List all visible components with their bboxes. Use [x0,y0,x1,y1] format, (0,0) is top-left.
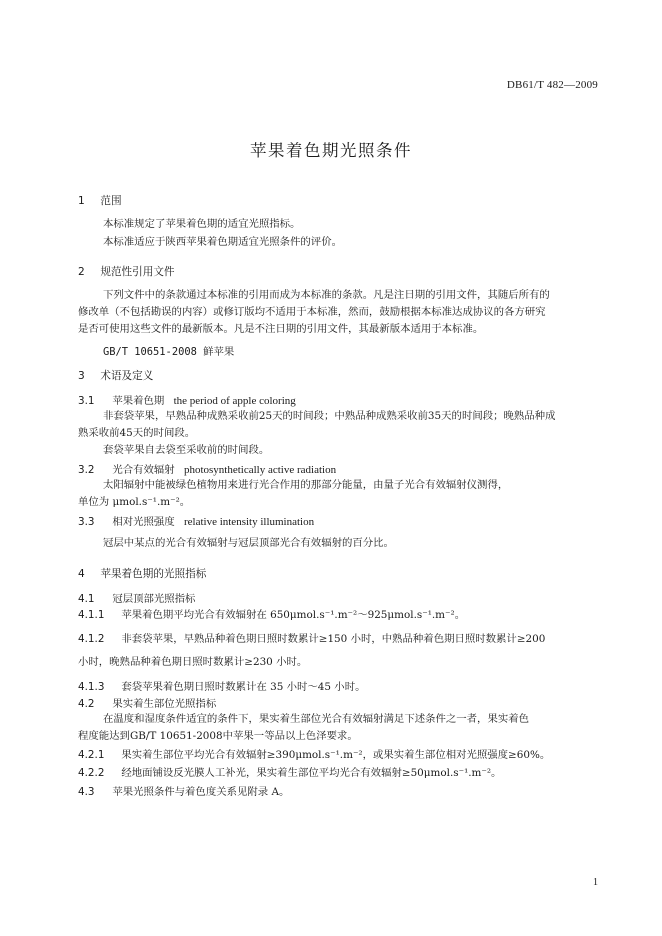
clause-number: 4.3 [78,786,95,798]
subsection-number: 4.2 [78,698,95,710]
term-3-3-heading [78,513,314,528]
clause-4-2-1 [78,746,550,761]
standard-code: DB61/T 482—2009 [506,79,598,91]
section-4-heading [78,566,206,581]
document-title: 苹果着色期光照条件 [250,141,412,160]
term-name: 光合有效辐射 [112,464,175,476]
clause-number: 4.1.2 [78,633,105,645]
normative-reference: GB/T 10651-2008 鲜苹果 [103,346,235,358]
paragraph-line: 套袋苹果自去袋至采收前的时间段。 [103,444,270,456]
clause-text: 苹果光照条件与着色度关系见附录 A。 [112,786,290,798]
clause-4-1-3 [78,678,365,693]
section-1-heading [78,193,122,208]
section-number: 1 [78,195,85,207]
clause-text: 套袋苹果着色期日照时数累计在 35 小时～45 小时。 [121,681,366,693]
paragraph-line: 单位为 μmol.s⁻¹.m⁻²。 [78,496,191,508]
clause-4-3 [78,783,289,798]
subsection-4-2-heading [78,695,216,710]
paragraph-line: 是否可使用这些文件的最新版本。凡是不注日期的引用文件，其最新版本适用于本标准。 [78,323,484,335]
term-name: 相对光照强度 [112,516,175,528]
section-3-heading [78,368,153,383]
section-title: 苹果着色期的光照指标 [100,568,207,580]
paragraph-line: 太阳辐射中能被绿色植物用来进行光合作用的那部分能量，由量子光合有效辐射仪测得， [103,479,509,491]
subsection-title: 冠层顶部光照指标 [112,593,196,605]
section-title: 术语及定义 [100,370,154,382]
clause-4-1-1 [78,606,465,621]
subsection-title: 果实着生部位光照指标 [112,698,217,710]
clause-text: 非套袋苹果，早熟品种着色期日照时数累计≥150 小时，中熟品种着色期日照时数累计≥200 [121,633,546,645]
paragraph-line: 非套袋苹果，早熟品种成熟采收前25天的时间段；中熟品种成熟采收前35天的时间段；晚熟品种成 [103,410,556,422]
term-number: 3.2 [78,464,95,476]
paragraph-line: 熟采收前45天的时间段。 [78,427,196,439]
term-number: 3.1 [78,395,95,407]
term-3-2-heading [78,461,336,476]
clause-number: 4.1.3 [78,681,105,693]
paragraph-line: 冠层中某点的光合有效辐射与冠层顶部光合有效辐射的百分比。 [103,537,394,549]
clause-4-1-2 [78,630,545,645]
clause-number: 4.1.1 [78,609,105,621]
page-number: 1 [593,877,598,888]
section-title: 规范性引用文件 [100,266,175,278]
section-number: 2 [78,266,85,278]
section-number: 3 [78,370,85,382]
term-english: the period of apple coloring [173,395,296,407]
clause-text: 果实着生部位平均光合有效辐射≥390μmol.s⁻¹.m⁻²，或果实着生部位相对光照强度≥60%。 [121,749,551,761]
clause-number: 4.2.1 [78,749,105,761]
term-name: 苹果着色期 [112,395,165,407]
section-number: 4 [78,568,85,580]
section-title: 范围 [100,195,122,207]
term-english: relative intensity illumination [183,516,315,528]
paragraph-line: 在温度和湿度条件适宜的条件下，果实着生部位光合有效辐射满足下述条件之一者，果实着色 [103,713,530,725]
term-3-1-heading [78,392,296,407]
paragraph-line: 下列文件中的条款通过本标准的引用而成为本标准的条款。凡是注日期的引用文件，其随后所有的 [103,289,550,301]
term-english: photosynthetically active radiation [183,464,337,476]
clause-text: 苹果着色期平均光合有效辐射在 650μmol.s⁻¹.m⁻²～925μmol.s⁻¹.m⁻²。 [121,609,466,621]
paragraph-line: 程度能达到GB/T 10651-2008中苹果一等品以上色泽要求。 [78,730,358,742]
clause-number: 4.2.2 [78,767,105,779]
clause-text: 经地面铺设反光膜人工补光，果实着生部位平均光合有效辐射≥50μmol.s⁻¹.m⁻²。 [121,767,502,779]
section-2-heading [78,264,175,279]
paragraph: 本标准适应于陕西苹果着色期适宜光照条件的评价。 [103,236,342,248]
subsection-4-1-heading [78,590,195,605]
clause-continuation: 小时，晚熟品种着色期日照时数累计≥230 小时。 [78,656,308,668]
subsection-number: 4.1 [78,593,95,605]
clause-4-2-2 [78,764,501,779]
paragraph-line: 修改单（不包括勘误的内容）或修订版均不适用于本标准，然而，鼓励根据本标准达成协议的各方研究 [78,306,546,318]
term-number: 3.3 [78,516,95,528]
paragraph: 本标准规定了苹果着色期的适宜光照指标。 [103,218,301,230]
